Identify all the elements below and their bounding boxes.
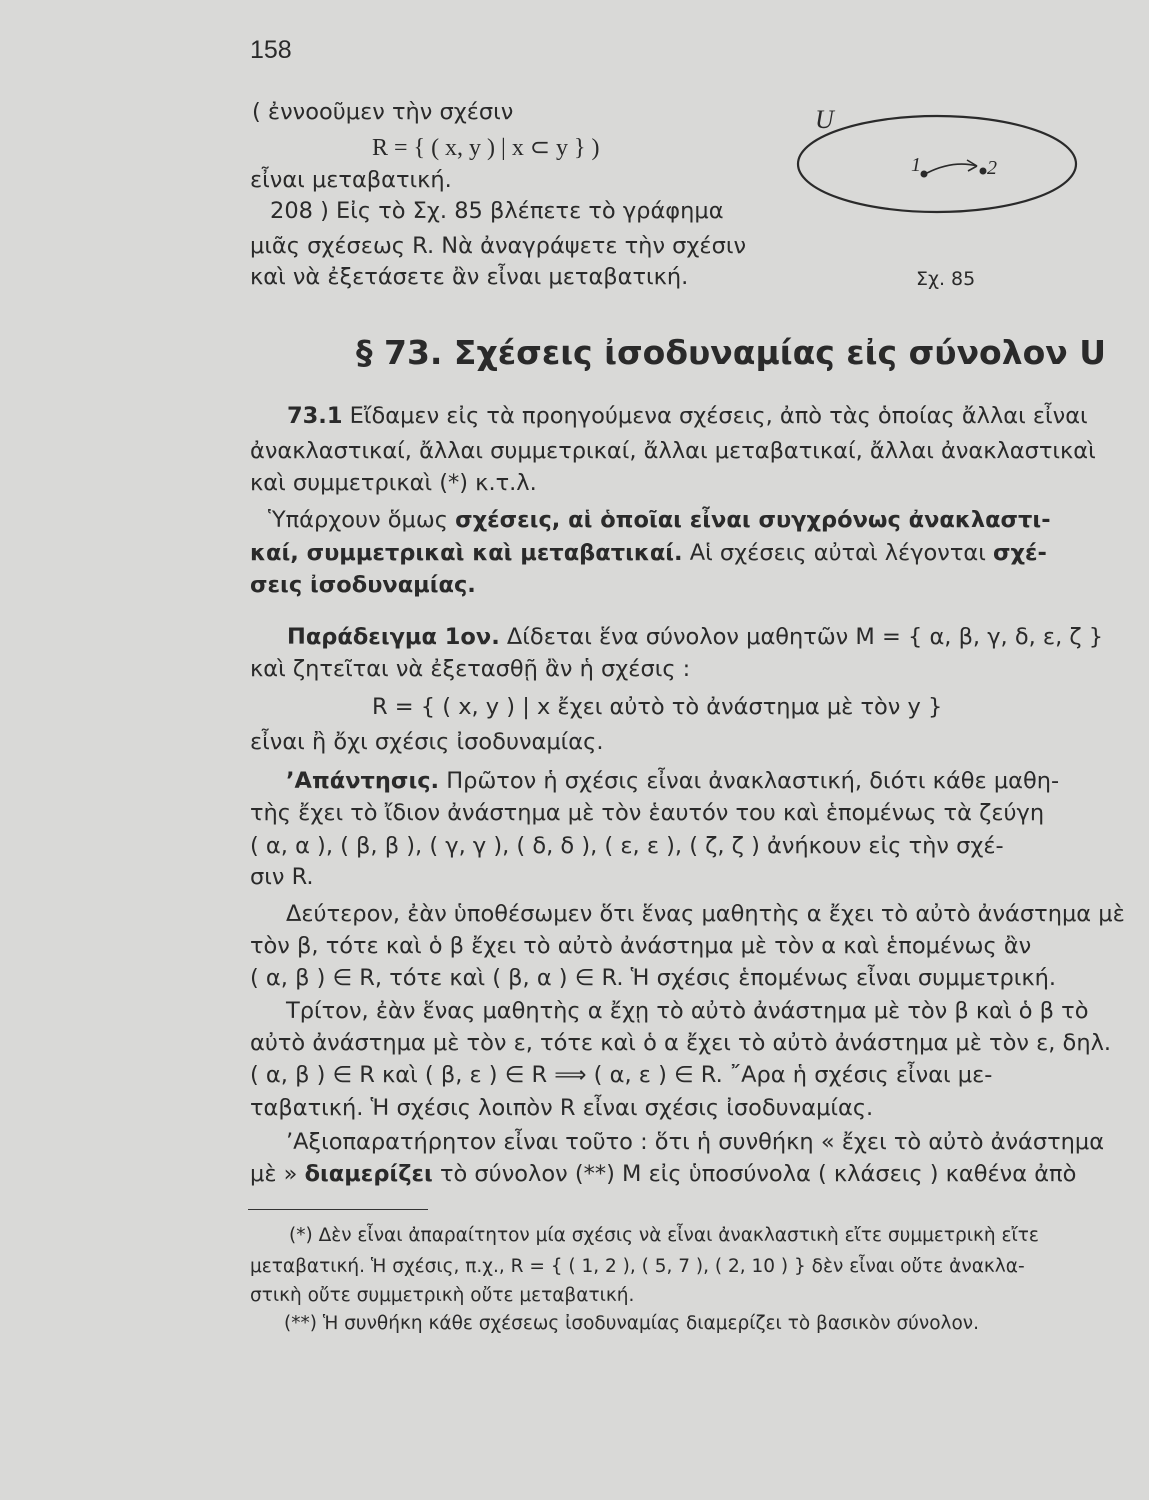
footnote-1-line: μεταβατική. Ἡ σχέσις, π.χ., R = { ( 1, 2 ), ( 5, 7 ), ( 2, 10 ) } δὲν εἶναι οὔτε ἀνακλα- bbox=[250, 1256, 1025, 1277]
second-line: ( α, β ) ∈ R, τότε καὶ ( β, α ) ∈ R. Ἡ σχέσις ἑπομένως εἶναι συμμετρική. bbox=[250, 965, 1057, 991]
node-1 bbox=[921, 171, 928, 178]
para-number: 73.1 bbox=[287, 403, 343, 429]
text: Ὑπάρχουν ὅμως bbox=[268, 507, 456, 533]
answer-line: τὴς ἔχει τὸ ἴδιον ἀνάστημα μὲ τὸν ἑαυτόν του καὶ ἑπομένως τὰ ζεύγη bbox=[250, 800, 1045, 826]
answer-label: ’Απάντησις. bbox=[286, 768, 440, 794]
intro-line: εἶναι μεταβατική. bbox=[250, 167, 452, 193]
example-line bbox=[287, 626, 1103, 649]
section-heading: § 73. Σχέσεις ἰσοδυναμίας εἰς σύνολον U bbox=[356, 333, 1107, 372]
emphasis: καί, συμμετρικαὶ καὶ μεταβατικαί. bbox=[250, 540, 683, 566]
node-1-label: 1 bbox=[911, 154, 921, 176]
definition-line: σεις ἰσοδυναμίας. bbox=[250, 572, 476, 598]
second-line: τὸν β, τότε καὶ ὁ β ἔχει τὸ αὐτὸ ἀνάστημα μὲ τὸν α καὶ ἑπομένως ἂν bbox=[250, 933, 1032, 959]
text: Πρῶτον ἡ σχέσις εἶναι ἀνακλαστική, διότι κάθε μαθη- bbox=[439, 768, 1060, 794]
definition-line bbox=[268, 509, 1051, 532]
footnote-1-line: (*) Δὲν εἶναι ἀπαραίτητον μία σχέσις νὰ εἶναι ἀνακλαστικὴ εἴτε συμμετρικὴ εἴτε bbox=[289, 1225, 1039, 1246]
node-2 bbox=[980, 168, 987, 175]
text: μὲ » bbox=[250, 1161, 305, 1187]
footnote-1-line: στικὴ οὔτε συμμετρικὴ οὔτε μεταβατική. bbox=[250, 1285, 635, 1306]
page-number: 158 bbox=[250, 36, 292, 64]
para-text: Εἴδαμεν εἰς τὰ προηγούμενα σχέσεις, ἀπὸ τὰς ὁποίας ἄλλαι εἶναι bbox=[342, 403, 1088, 429]
set-ellipse bbox=[798, 116, 1076, 212]
example-line: καὶ ζητεῖται νὰ ἐξετασθῇ ἂν ἡ σχέσις : bbox=[250, 656, 691, 682]
third-line: Τρίτον, ἐὰν ἕνας μαθητὴς α ἔχῃ τὸ αὐτὸ ἀνάστημα μὲ τὸν β καὶ ὁ β τὸ bbox=[286, 998, 1089, 1024]
example-line: εἶναι ἢ ὄχι σχέσις ἰσοδυναμίας. bbox=[250, 729, 604, 755]
intro-formula: R = { ( x, y ) | x ⊂ y } ) bbox=[372, 135, 600, 161]
second-line: Δεύτερον, ἐὰν ὑποθέσωμεν ὅτι ἕνας μαθητὴς α ἔχει τὸ αὐτὸ ἀνάστημα μὲ bbox=[286, 901, 1125, 927]
footnote-2-line: (**) Ἡ συνθήκη κάθε σχέσεως ἰσοδυναμίας διαμερίζει τὸ βασικὸν σύνολον. bbox=[284, 1313, 980, 1334]
definition-line bbox=[250, 542, 1047, 565]
answer-line: ( α, α ), ( β, β ), ( γ, γ ), ( δ, δ ), ( ε, ε ), ( ζ, ζ ) ἀνήκουν εἰς τὴν σχέ- bbox=[250, 833, 1004, 859]
emphasis: σχέσεις, αἱ ὁποῖαι εἶναι συγχρόνως ἀνακλαστι- bbox=[455, 507, 1051, 533]
node-2-label: 2 bbox=[987, 157, 997, 179]
text: Αἱ σχέσεις αὐταὶ λέγονται bbox=[682, 540, 993, 566]
emphasis: σχέ- bbox=[993, 540, 1047, 566]
answer-line: σιν R. bbox=[250, 864, 314, 890]
third-line: ( α, β ) ∈ R καὶ ( β, ε ) ∈ R ⟹ ( α, ε ) ∈ R. ῎Αρα ἡ σχέσις εἶναι με- bbox=[250, 1062, 993, 1088]
text: Δίδεται ἕνα σύνολον μαθητῶν M = { α, β, γ, δ, ε, ζ } bbox=[499, 624, 1104, 650]
example-formula: R = { ( x, y ) | x ἔχει αὐτὸ τὸ ἀνάστημα μὲ τὸν y } bbox=[372, 694, 943, 720]
third-line: αὐτὸ ἀνάστημα μὲ τὸν ε, τότε καὶ ὁ α ἔχει τὸ αὐτὸ ἀνάστημα μὲ τὸν ε, δηλ. bbox=[250, 1030, 1112, 1056]
answer-line bbox=[286, 770, 1059, 793]
notable-line bbox=[250, 1163, 1076, 1186]
third-line: ταβατική. Ἡ σχέσις λοιπὸν R εἶναι σχέσις ἰσοδυναμίας. bbox=[250, 1095, 874, 1121]
notable-line: ’Αξιοπαρατήρητον εἶναι τοῦτο : ὅτι ἡ συνθήκη « ἔχει τὸ αὐτὸ ἀνάστημα bbox=[286, 1129, 1105, 1155]
para-73-1-line: καὶ συμμετρικαὶ (*) κ.τ.λ. bbox=[250, 470, 537, 496]
intro-line: ( ἐννοοῦμεν τὴν σχέσιν bbox=[252, 99, 514, 125]
footnote-divider bbox=[248, 1209, 428, 1210]
exercise-208-line: μιᾶς σχέσεως R. Νὰ ἀναγράψετε τὴν σχέσιν bbox=[250, 233, 747, 259]
set-label: U bbox=[815, 108, 834, 134]
figure-caption: Σχ. 85 bbox=[916, 268, 976, 290]
exercise-208-line: καὶ νὰ ἐξετάσετε ἂν εἶναι μεταβατική. bbox=[250, 264, 689, 290]
exercise-208-line: 208 ) Εἰς τὸ Σχ. 85 βλέπετε τὸ γράφημα bbox=[270, 198, 724, 224]
para-73-1-line bbox=[287, 405, 1088, 428]
example-label: Παράδειγμα 1ον. bbox=[287, 624, 500, 650]
text: τὸ σύνολον (**) M εἰς ὑποσύνολα ( κλάσεις ) καθένα ἀπὸ bbox=[432, 1161, 1077, 1187]
edge-arrow bbox=[927, 164, 977, 173]
emphasis: διαμερίζει bbox=[304, 1161, 433, 1187]
para-73-1-line: ἀνακλαστικαί, ἄλλαι συμμετρικαί, ἄλλαι μεταβατικαί, ἄλλαι ἀνακλαστικαὶ bbox=[250, 438, 1096, 464]
